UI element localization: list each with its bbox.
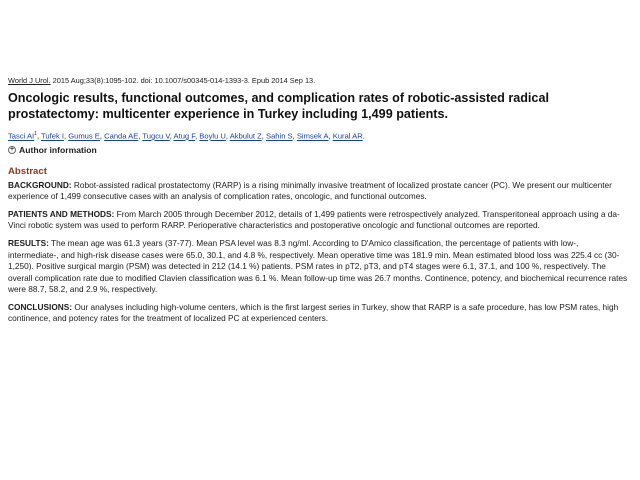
author-link[interactable]: Akbulut Z: [229, 131, 262, 141]
author-information-toggle[interactable]: [8, 145, 630, 155]
plus-circle-icon: +: [9, 145, 15, 153]
abstract-methods: [8, 209, 630, 232]
section-label: BACKGROUND:: [8, 179, 72, 190]
citation: [8, 76, 630, 85]
author-list: Tasci $AI^1$, Tufek I, Gumus E, Canda AE, Tugcu V, Atug F, Boylu U, Akbulut Z, Sahin S, Simsek A, Kural AR.: [8, 131, 365, 141]
author-link[interactable]: Simsek A: [296, 131, 329, 141]
abstract-results: [8, 238, 630, 296]
article-title: Oncologic results, functional outcomes, and complication rates of robotic-assisted radical prostatectomy: multicenter experience in Turkey including 1,499 patients.: [8, 91, 549, 121]
author-link[interactable]: Kural AR: [332, 131, 363, 141]
author-link[interactable]: Tasci AI: [8, 131, 35, 141]
section-text: From March 2005 through December 2012, details of 1,499 patients were retrospectively analyzed. Transperitoneal approach using a da-Vinci robotic system was used to perform RARP. Perioperative characteristics and postoperative oncologic and functional outcomes are reported.: [8, 208, 620, 231]
abstract-background: [8, 180, 630, 203]
section-text: Robot-assisted radical prostatectomy (RARP) is a rising minimally invasive treatment of localized prostate cancer (PC). We present our multicenter experience of 1,499 consecutive cases with an analysis of complication rates, oncologic, and functional outcomes.: [8, 179, 612, 202]
author-affiliation-sup: 1: [34, 131, 37, 137]
author-information-label: Author information: [19, 144, 97, 155]
journal-link[interactable]: World J Urol.: [8, 76, 51, 85]
author-link[interactable]: Tugcu V: [142, 131, 170, 141]
author-link[interactable]: Boylu U: [199, 131, 226, 141]
section-text: Our analyses including high-volume centers, which is the first largest series in Turkey, show that RARP is a safe procedure, has low PSM rates, high continence, and potency rates for the treatment of localized PC at experienced centers.: [8, 301, 619, 324]
section-label: RESULTS:: [8, 237, 49, 248]
abstract-conclusions: [8, 302, 630, 325]
citation-details: 2015 Aug;33(8):1095-102. doi: 10.1007/s00345-014-1393-3. Epub 2014 Sep 13.: [50, 76, 316, 85]
author-link[interactable]: Atug F: [173, 131, 196, 141]
author-link[interactable]: Sahin S: [266, 131, 293, 141]
author-link[interactable]: Canda AE: [104, 131, 139, 141]
section-label: CONCLUSIONS:: [8, 301, 73, 312]
section-label: PATIENTS AND METHODS:: [8, 208, 115, 219]
author-link[interactable]: Tufek I: [41, 131, 64, 141]
author-link[interactable]: Gumus E: [68, 131, 100, 141]
abstract-heading: Abstract: [8, 165, 47, 177]
section-text: The mean age was 61.3 years (37-77). Mean PSA level was 8.3 ng/ml. According to D'Amico classification, the percentage of patients with low-, intermediate-, and high-risk disease cases were 65.0, 30.1, and 4.8 %, respectively. Mean operative time was 181.9 min. Mean estimated blood loss was 225.4 cc (30-1,250). Positive surgical margin (PSM) was detected in 212 (14.1 %) patients. PSM rates in pT2, pT3, and pT4 stages were 6.1, 37.1, and 100 %, respectively. The overall complication rate due to modified Clavien classification was 6.1 %. Mean follow-up time was 26.7 months. Continence, potency, and biochemical recurrence rates were 88.7, 58.2, and 2.9 %, respectively.: [8, 237, 628, 295]
